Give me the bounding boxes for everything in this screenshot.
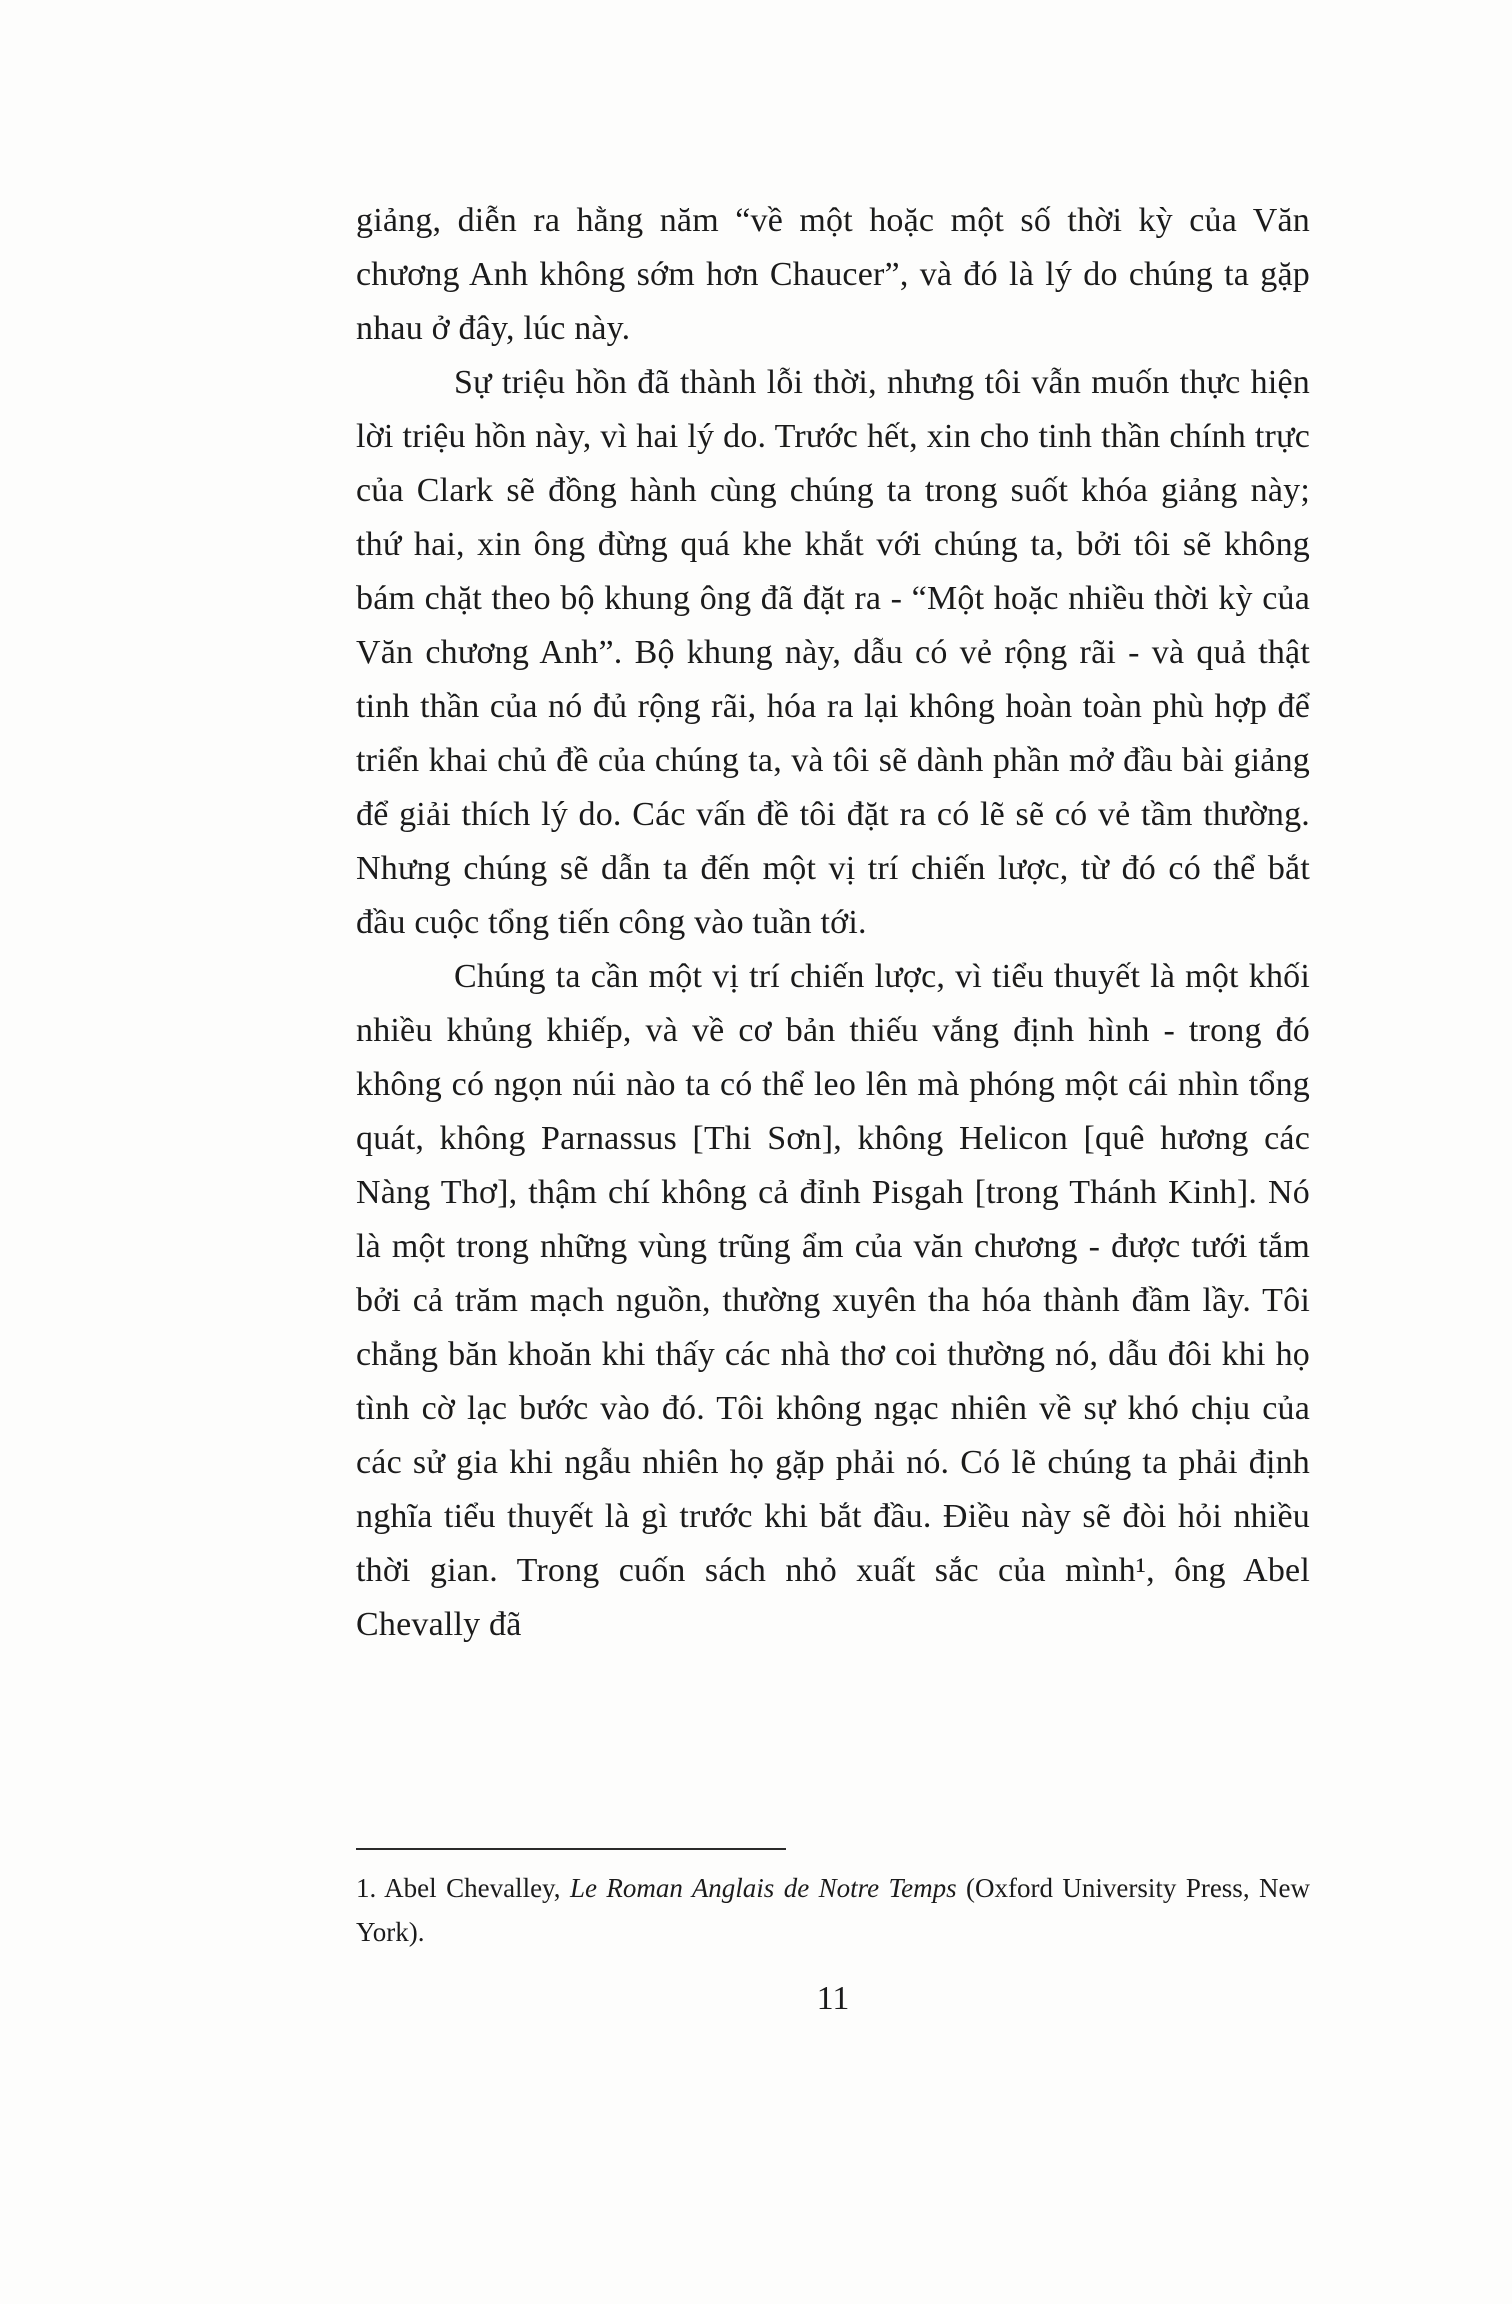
page-number: 11 — [816, 1980, 850, 2017]
footnote-text: (Oxford University Press, New York). — [356, 1873, 1310, 1947]
body-text — [356, 194, 1310, 1652]
paragraph: Chúng ta cần một vị trí chiến lược, vì tiểu thuyết là một khối nhiều khủng khiếp, và về cơ bản thiếu vắng định hình - trong đó không có ngọn núi nào ta có thể leo lên mà phóng một cái nhìn tổng quát, không Parnassus [Thi Sơn], không Helicon [quê hương các Nàng Thơ], thậm chí không cả đỉnh Pisgah [trong Thánh Kinh]. Nó là một trong những vùng trũng ẩm của văn chương - được tưới tắm bởi cả trăm mạch nguồn, thường xuyên tha hóa thành đầm lầy. Tôi chẳng băn khoăn khi thấy các nhà thơ coi thường nó, dẫu đôi khi họ tình cờ lạc bước vào đó. Tôi không ngạc nhiên về sự khó chịu của các sử gia khi ngẫu nhiên họ gặp phải nó. Có lẽ chúng ta phải định nghĩa tiểu thuyết là gì trước khi bắt đầu. Điều này sẽ đòi hỏi nhiều thời gian. Trong cuốn sách nhỏ xuất sắc của mình¹, ông Abel Chevally đã — [356, 958, 1310, 1643]
footnote — [356, 1866, 1310, 1954]
paragraph: giảng, diễn ra hằng năm “về một hoặc một số thời kỳ của Văn chương Anh không sớm hơn Chaucer”, và đó là lý do chúng ta gặp nhau ở đây, lúc này. — [356, 202, 1310, 347]
footnote-italic-text: Le Roman Anglais de Notre Temps — [569, 1873, 957, 1903]
paragraph: Sự triệu hồn đã thành lỗi thời, nhưng tôi vẫn muốn thực hiện lời triệu hồn này, vì hai lý do. Trước hết, xin cho tinh thần chính trực của Clark sẽ đồng hành cùng chúng ta trong suốt khóa giảng này; thứ hai, xin ông đừng quá khe khắt với chúng ta, bởi tôi sẽ không bám chặt theo bộ khung ông đã đặt ra - “Một hoặc nhiều thời kỳ của Văn chương Anh”. Bộ khung này, dẫu có vẻ rộng rãi - và quả thật tinh thần của nó đủ rộng rãi, hóa ra lại không hoàn toàn phù hợp để triển khai chủ đề của chúng ta, và tôi sẽ dành phần mở đầu bài giảng để giải thích lý do. Các vấn đề tôi đặt ra có lẽ sẽ có vẻ tầm thường. Nhưng chúng sẽ dẫn ta đến một vị trí chiến lược, từ đó có thể bắt đầu cuộc tổng tiến công vào tuần tới. — [356, 364, 1310, 941]
footnote-rule — [356, 1848, 786, 1850]
footnote-block — [356, 1848, 1310, 1954]
footnote-text: 1. Abel Chevalley, — [356, 1873, 570, 1903]
